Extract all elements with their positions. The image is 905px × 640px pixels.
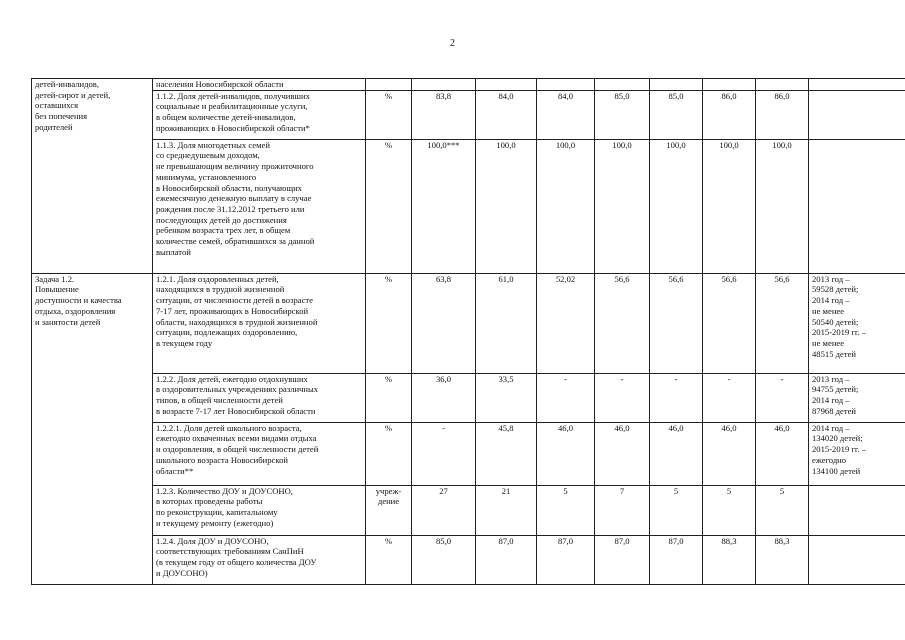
unit-cell: % [366, 273, 412, 373]
value-cell: 100,0 [595, 139, 650, 273]
value-cell: 100,0 [476, 139, 537, 273]
value-cell: 83,8 [412, 90, 476, 139]
page-number: 2 [450, 38, 455, 49]
value-cell: 5 [703, 485, 756, 535]
value-cell: 46,0 [703, 422, 756, 485]
value-cell: 87,0 [595, 535, 650, 584]
value-cell: 87,0 [650, 535, 703, 584]
note-cell [809, 79, 905, 91]
value-cell: 86,0 [756, 90, 809, 139]
value-cell: 85,0 [595, 90, 650, 139]
value-cell: 5 [537, 485, 595, 535]
value-cell: 100,0 [703, 139, 756, 273]
value-cell: 86,0 [703, 90, 756, 139]
table-row [32, 373, 905, 422]
value-cell [756, 79, 809, 91]
value-cell: 45,8 [476, 422, 537, 485]
value-cell: 33,5 [476, 373, 537, 422]
unit-cell: % [366, 373, 412, 422]
indicator-cell: населения Новосибирской области [153, 79, 366, 91]
value-cell: 100,0 [537, 139, 595, 273]
value-cell: - [595, 373, 650, 422]
value-cell: 46,0 [595, 422, 650, 485]
value-cell: 100,0 [756, 139, 809, 273]
value-cell: 87,0 [537, 535, 595, 584]
value-cell: 84,0 [537, 90, 595, 139]
value-cell: 87,0 [476, 535, 537, 584]
indicators-table [31, 78, 905, 585]
value-cell: 88,3 [703, 535, 756, 584]
indicator-cell: 1.1.3. Доля многодетных семей со среднедушевым доходом, не превышающим величину прожиточного минимума, установленного в Новосибирской области, получающих ежемесячную денежную выплату в случае рождения после 31.12.2012 третьего или последующих детей до достижения ребенком возраста трех лет, в общем количестве семей, обратившихся за данной выплатой [153, 139, 366, 273]
value-cell: - [703, 373, 756, 422]
value-cell: 56,6 [756, 273, 809, 373]
value-cell: 7 [595, 485, 650, 535]
indicator-cell: 1.2.2.1. Доля детей школьного возраста, ежегодно охваченных всеми видами отдыха и оздоровления, в общей численности детей школьного возраста Новосибирской области** [153, 422, 366, 485]
task-cell: Задача 1.2. Повышение доступности и качества отдыха, оздоровления и занятости детей [32, 273, 153, 584]
unit-cell: % [366, 90, 412, 139]
value-cell: 56,6 [650, 273, 703, 373]
table-row [32, 79, 905, 91]
value-cell: 56,6 [595, 273, 650, 373]
indicator-cell: 1.2.1. Доля оздоровленных детей, находящихся в трудной жизненной ситуации, от численности детей в возрасте 7-17 лет, проживающих в Новосибирской области, находящихся в трудной жизненной ситуации, подлежащих оздоровлению, в текущем году [153, 273, 366, 373]
unit-cell: % [366, 535, 412, 584]
note-cell: 2013 год – 59528 детей; 2014 год – не менее 50540 детей; 2015-2019 гг. – не менее 48515 детей [809, 273, 905, 373]
value-cell: 56,6 [703, 273, 756, 373]
value-cell: 85,0 [650, 90, 703, 139]
unit-cell: % [366, 139, 412, 273]
value-cell: 21 [476, 485, 537, 535]
value-cell: 61,0 [476, 273, 537, 373]
note-cell [809, 485, 905, 535]
value-cell: - [756, 373, 809, 422]
value-cell: 63,8 [412, 273, 476, 373]
value-cell: 52,02 [537, 273, 595, 373]
value-cell: 5 [650, 485, 703, 535]
value-cell [476, 79, 537, 91]
value-cell: - [537, 373, 595, 422]
indicator-cell: 1.1.2. Доля детей-инвалидов, получивших социальные и реабилитационные услуги, в общем количестве детей-инвалидов, проживающих в Новосибирской области* [153, 90, 366, 139]
note-cell [809, 139, 905, 273]
task-cell: детей-инвалидов, детей-сирот и детей, оставшихся без попечения родителей [32, 79, 153, 274]
unit-cell [366, 79, 412, 91]
unit-cell: учреж- дение [366, 485, 412, 535]
value-cell [703, 79, 756, 91]
note-cell: 2014 год – 134020 детей; 2015-2019 гг. – ежегодно 134100 детей [809, 422, 905, 485]
table-row [32, 535, 905, 584]
value-cell: - [650, 373, 703, 422]
value-cell: 85,0 [412, 535, 476, 584]
table-row [32, 422, 905, 485]
value-cell: 5 [756, 485, 809, 535]
value-cell: 100,0*** [412, 139, 476, 273]
value-cell [412, 79, 476, 91]
note-cell: 2013 год – 94755 детей; 2014 год – 87968 детей [809, 373, 905, 422]
value-cell: 46,0 [650, 422, 703, 485]
indicator-cell: 1.2.2. Доля детей, ежегодно отдохнувших в оздоровительных учреждениях различных типов, в общей численности детей в возрасте 7-17 лет Новосибирской области [153, 373, 366, 422]
indicator-cell: 1.2.4. Доля ДОУ и ДОУСОНО, соответствующих требованиям СанПиН (в текущем году от общего количества ДОУ и ДОУСОНО) [153, 535, 366, 584]
value-cell [595, 79, 650, 91]
value-cell: 27 [412, 485, 476, 535]
value-cell [537, 79, 595, 91]
value-cell: 84,0 [476, 90, 537, 139]
value-cell: 88,3 [756, 535, 809, 584]
note-cell [809, 535, 905, 584]
note-cell [809, 90, 905, 139]
value-cell: 36,0 [412, 373, 476, 422]
value-cell: 46,0 [537, 422, 595, 485]
indicator-cell: 1.2.3. Количество ДОУ и ДОУСОНО, в которых проведены работы по реконструкции, капитальному и текущему ремонту (ежегодно) [153, 485, 366, 535]
table-row [32, 139, 905, 273]
value-cell: 100,0 [650, 139, 703, 273]
table-row [32, 485, 905, 535]
value-cell: 46,0 [756, 422, 809, 485]
value-cell [650, 79, 703, 91]
table-row [32, 90, 905, 139]
table-row [32, 273, 905, 373]
unit-cell: % [366, 422, 412, 485]
value-cell: - [412, 422, 476, 485]
